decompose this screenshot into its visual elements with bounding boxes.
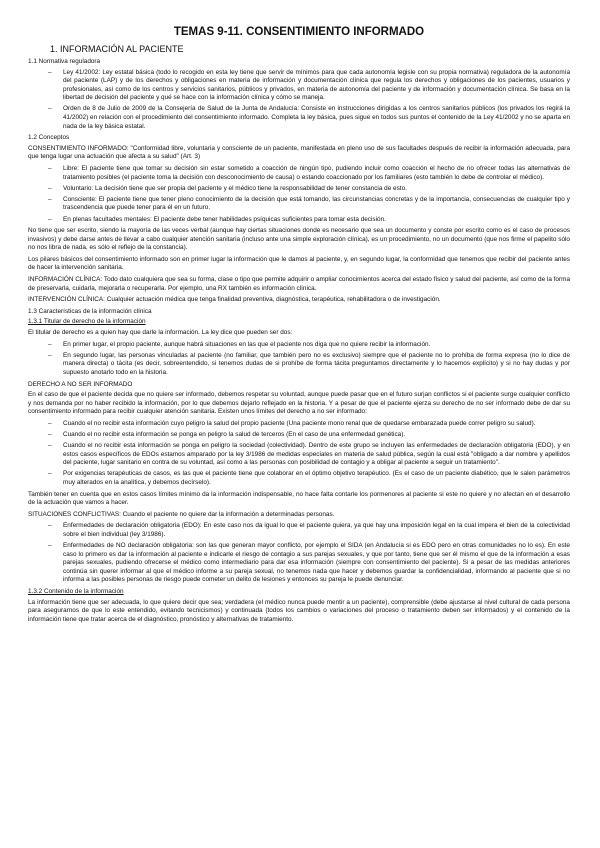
subheading-normativa: 1.1 Normativa reguladora [28, 58, 101, 65]
list-item: – En segundo lugar, las personas vinculadas al paciente (no familiar, que también pero no es exclusivo) siempre que el paciente no lo prohíba de forma expresa (no lo dice de manera directa) o tácita (es decir, sobreentendido, si tenemos dudas de si prohíbe de forma tácita preguntamos directamente y lo hacemos explícito) y si no hay dudas y por supuesto anotarlo todo en la historia. [28, 352, 570, 378]
paragraph: Los pilares básicos del consentimiento informado son en primer lugar la información que le damos al paciente, y, en segundo lugar, la conformidad que tenemos que recibir del paciente antes de hacer la intervención sanitaria. [28, 255, 570, 272]
paragraph: En el caso de que el paciente decida que no quiere ser informado, debemos respetar su voluntad, aunque puede pasar que en el futuro surjan conflictos si el paciente surge cualquier conflicto y nos demanda por no haber recibido la información, por lo que debemos dejarlo reflejado en la historia. Y a pesar de que el paciente ejerza su derecho de no ser informado debe de dar su consentimiento informado para recibir cualquier atención sanitaria. Existen unos límites del derecho a no ser informado: [28, 391, 570, 416]
subheading-conceptos: 1.2 Conceptos [28, 134, 70, 142]
list-item: – Voluntario: La decisión tiene que ser propia del paciente y el médico tiene la responsabilidad de tener constancia de esto. [28, 185, 570, 194]
section-heading-informacion: 1. INFORMACIÓN AL PACIENTE [50, 44, 184, 54]
list-item: – Orden de 8 de Julio de 2009 de la Consejería de Salud de la Junta de Andalucía: Consiste en instrucciones dirigidas a los centros sanitarios públicos (los privados los regirá la 41/2002) en relación con el procedimiento del consentimiento informado. Completa la ley básica, pues sigue en todos sus puntos el contenido de la Ley 41/2002 y no se aparta en nada de la ley básica estatal. [28, 105, 570, 131]
list-item: – Cuando el no recibir esta información se ponga en peligro la sociedad (colectividad). Dentro de este grupo se incluyen las enfermedades de declaración obligatoria (EDO), y en estos casos específicos de EDOs estamos amparado por la ley 3/1986 de medidas especiales en materia de salud pública, según la cual está "obligado a dar nombre y apellidos del paciente, lugar sanitario en contra de su voluntad, así como a las personas con posibilidad de contagio y a obligar al paciente a seguir un tratamiento". [28, 442, 570, 468]
paragraph-ci-definition: CONSENTIMIENTO INFORMADO: "Conformidad libre, voluntaria y consciente de un paciente, manifestada en pleno uso de sus facultades después de recibir la información adecuada, para que tenga lugar una actuación que afecta a su salud" (Art. 3) [28, 144, 570, 161]
paragraph-info-clinica: INFORMACIÓN CLÍNICA: Todo dato cualquiera que sea su forma, clase o tipo que permite adquirir o ampliar conocimientos acerca del estado físico y salud del paciente, así como de la forma de preservarla, cuidarla, mejorarla o recuperarla. Por ejemplo, una RX también es información clínica. [28, 276, 570, 292]
list-item: – En plenas facultades mentales: El paciente debe tener habilidades psíquicas suficientes para tomar esta decisión. [28, 216, 570, 225]
conceptos-list [28, 165, 570, 224]
subheading-contenido: 1.3.2 Contenido de la información [28, 587, 124, 595]
list-item: – Cuando el no recibir esta información cuyo peligro la salud del propio paciente (Una paciente mono renal que de quedarse embarazada puede correr peligro su salud). [28, 420, 570, 429]
paragraph: También tener en cuenta que en estos casos límites mínimo da la información indispensable, no hace falta contarle los pormenores al paciente si este no quiere y no afectan en el desarrollo de la actuación que vamos a hacer. [28, 490, 570, 507]
paragraph: No tiene que ser escrito, siendo la mayoría de las veces verbal (aunque hay ciertas situaciones donde es necesario que sea un documento y conste por escrito como es el caso de procesos invasivos) y debe darse antes de llevar a cabo cualquier atención sanitaria (incluso ante una simple exploración clínica), es un procedimiento, no un documento (que nos firme el papelito sólo no nos libra de nada, es sólo el reflejo de la constancia). [28, 227, 570, 252]
subheading-caracteristicas: 1.3 Características de la información clínica [28, 307, 152, 315]
limites-list [28, 420, 570, 488]
list-item: – Consciente: El paciente tiene que tener pleno conocimiento de la decisión que está tomando, las circunstancias concretas y de la importancia, consecuencias de cualquier tipo y trascendencia que puede tener para él en un futuro. [28, 196, 570, 213]
list-item: – En primer lugar, el propio paciente, aunque habrá situaciones en las que el paciente nos diga que no quiere recibir la información. [28, 341, 570, 350]
list-item: – Enfermedades de declaración obligatoria (EDO): En este caso nos da igual lo que el paciente quiera, ya que hay una imposición legal en la cual impera el bien de la colectividad sobre el bien individual (ley 3/1986). [28, 522, 570, 539]
paragraph: La información tiene que ser adecuada, lo que quiere decir que sea; verdadera (el médico nunca puede mentir a un paciente), comprensible (debe ajustarse al nivel cultural de cada persona para asegurarnos de que lo este entendido, evitando tecnicismos) y continuada (todos los cambios o variaciones del proceso o tratamiento deben ser informados) y el contenido de la información tiene que tratar acerca de el diagnóstico, pronóstico y alternativas de tratamiento. [28, 598, 570, 623]
list-item: – Por exigencias terapéuticas de casos, es las que el paciente tiene que colaborar en el óptimo objetivo terapéutico. (Es el caso de un paciente diabético, que le salen parámetros muy alterados en la analítica, y debemos decírselo). [28, 470, 570, 487]
list-item: – Cuando el no recibir esta información se ponga en peligro la salud de terceros (En el caso de una enfermedad genética). [28, 431, 570, 440]
list-item: – Ley 41/2002: Ley estatal básica (todo lo recogido en esta ley tiene que servir de mínimos para que cada autonomía legisle con su propia normativa) reguladora de la autonomía del paciente (LAP) y de los derechos y obligaciones en materia de información y documentación clínica que regula los derechos y obligaciones de los pacientes, usuarios y profesionales, así como de los centros y servicios sanitarios, públicos y privados, en materia de autonomía del paciente y de información y documentación clínica. Se basa en la libertad de decisión del paciente y qué se hace con la información clínica y cómo se maneja. [28, 69, 570, 103]
paragraph: El titular de derecho es a quien hay que darle la información. La ley dice que pueden ser dos: [28, 329, 293, 337]
subheading-titular: 1.3.1 Titular de derecho de la información [28, 318, 146, 326]
list-item: – Libre: El paciente tiene que tomar su decisión sin estar sometido a coacción de ningún tipo, pudiendo incluir como coacción el hecho de no ofrecer todas las alternativas de tratamiento posibles (el paciente toma la decisión con desconocimiento de causa) o estando coaccionado por los familiares (esto también lo debe de controlar el médico). [28, 165, 570, 182]
paragraph-intervencion: INTERVENCIÓN CLÍNICA: Cualquier actuación médica que tenga finalidad preventiva, diagnóstica, terapéutica, rehabilitadora o de investigación. [28, 296, 441, 304]
conflictivas-list [28, 522, 570, 585]
titular-list [28, 341, 570, 378]
normativa-list [28, 69, 570, 132]
subheading-derecho-no-informado: DERECHO A NO SER INFORMADO [28, 380, 133, 388]
list-item: – Enfermedades de NO declaración obligatoria: son las que generan mayor conflicto, por ejemplo el SIDA (en Andalucía si es EDO pero en otras comunidades no lo es). En este caso lo primero es dar la información al paciente e indicarle el riesgo de contagio a sus parejas sexuales, y que por tanto, tiene que ser él mismo el que de la información a esas parejas sexuales, pudiendo ofrecerse el médico como intermediario para dar esa información (siempre con consentimiento del paciente). Si a pesar de las medidas anteriores continúa sin querer informar al que el médico informe a su pareja sexual, no tenemos nada que hacer y debemos guardar la confidencialidad, informando al paciente que si no informa a las posibles personas de riesgo puede cometer un delito de lesiones y entonces su pareja le puede denunciar. [28, 542, 570, 585]
paragraph-situaciones-conflictivas: SITUACIONES CONFLICTIVAS: Cuando el paciente no quiere dar la información a determinadas personas. [28, 510, 335, 518]
page-title: TEMAS 9-11. CONSENTIMIENTO INFORMADO [173, 26, 425, 38]
